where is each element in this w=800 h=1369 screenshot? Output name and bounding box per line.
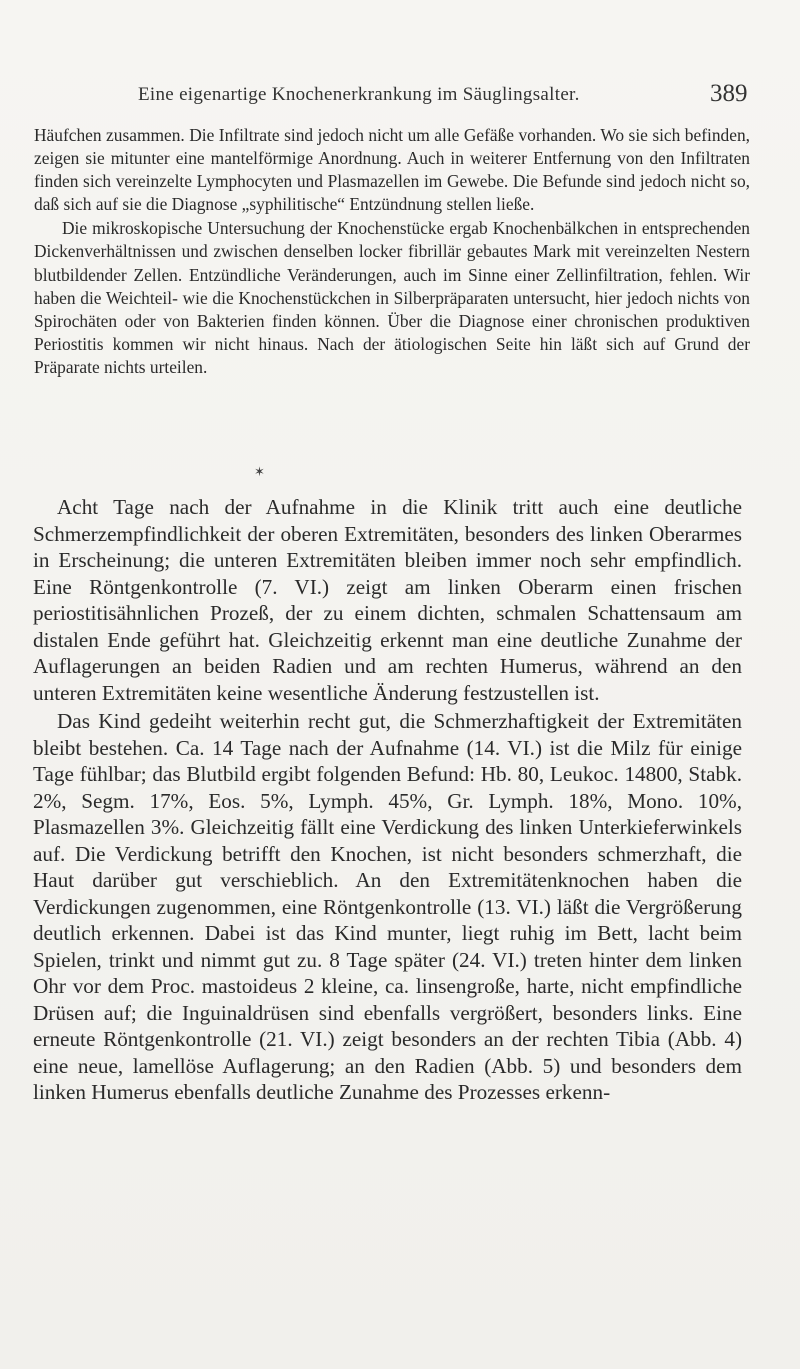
running-header-title: Eine eigenartige Knochenerkrankung im Säuglingsalter. (138, 84, 580, 105)
body-paragraph-1: Acht Tage nach der Aufnahme in die Klinik tritt auch eine deutliche Schmerzempfindlichkeit der oberen Extremitäten, besonders des linken Oberarmes in Erscheinung; die unteren Extremitäten bleiben immer noch sehr empfindlich. Eine Röntgenkontrolle (7. VI.) zeigt am linken Oberarm einen frischen periostitisähnlichen Prozeß, der zu einem dichten, schmalen Schattensaum am distalen Ende geführt hat. Gleichzeitig erkennt man eine deutliche Zunahme der Auflagerungen an beiden Radien und am rechten Humerus, während an den unteren Extremitäten keine wesentliche Änderung festzustellen ist. (33, 495, 742, 705)
body-paragraph-2: Das Kind gedeiht weiterhin recht gut, die Schmerzhaftigkeit der Extremitäten bleibt bestehen. Ca. 14 Tage nach der Aufnahme (14. VI.) ist die Milz für einige Tage fühlbar; das Blutbild ergibt folgenden Befund: Hb. 80, Leukoc. 14800, Stabk. 2%, Segm. 17%, Eos. 5%, Lymph. 45%, Gr. Lymph. 18%, Mono. 10%, Plasmazellen 3%. Gleichzeitig fällt eine Verdickung des linken Unterkieferwinkels auf. Die Verdickung betrifft den Knochen, ist nicht besonders schmerzhaft, die Haut darüber gut verschieblich. An den Extremitätenknochen haben die Verdickungen zugenommen, eine Röntgenkontrolle (13. VI.) läßt die Vergrößerung deutlich erkennen. Dabei ist das Kind munter, liegt ruhig im Bett, lacht beim Spielen, trinkt und nimmt gut zu. 8 Tage später (24. VI.) treten hinter dem linken Ohr vor dem Proc. mastoideus 2 kleine, ca. linsengroße, harte, nicht empfindliche Drüsen auf; die Inguinaldrüsen sind ebenfalls vergrößert, besonders links. Eine erneute Röntgenkontrolle (21. VI.) zeigt besonders an der rechten Tibia (Abb. 4) eine neue, lamellöse Auflagerung; an den Radien (Abb. 5) und besonders dem linken Humerus ebenfalls deutliche Zunahme des Prozesses erkenn- (33, 709, 742, 1104)
small-print-paragraph-2: Die mikroskopische Untersuchung der Knochenstücke ergab Knochenbälkchen in entsprechenden Dickenverhältnissen und zwischen denselben locker fibrillär gebautes Mark mit vereinzelten Nestern blutbildender Zellen. Entzündliche Veränderungen, auch im Sinne einer Zellinfiltration, fehlen. Wir haben die Weichteil- wie die Knochenstückchen in Silberpräparaten untersucht, hier jedoch nichts von Spirochäten oder von Bakterien finden können. Über die Diagnose einer chronischen produktiven Periostitis kommen wir nicht hinaus. Nach der ätiologischen Seite hin läßt sich auf Grund der Präparate nichts urteilen. (34, 218, 750, 377)
page-number: 389 (710, 80, 748, 107)
body-text-section (33, 494, 742, 1106)
small-print-section (34, 124, 750, 379)
printer-mark-icon: ✶ (254, 464, 265, 479)
small-print-paragraph-1: Häufchen zusammen. Die Infiltrate sind jedoch nicht um alle Gefäße vorhanden. Wo sie sich befinden, zeigen sie mitunter eine mantelförmige Anordnung. Auch in weiterer Entfernung von den Infiltraten finden sich vereinzelte Lymphocyten und Plasmazellen im Gewebe. Die Befunde sind jedoch nicht so, daß sich auf sie die Diagnose „syphilitische“ Entzündnung stellen ließe. (34, 125, 750, 215)
